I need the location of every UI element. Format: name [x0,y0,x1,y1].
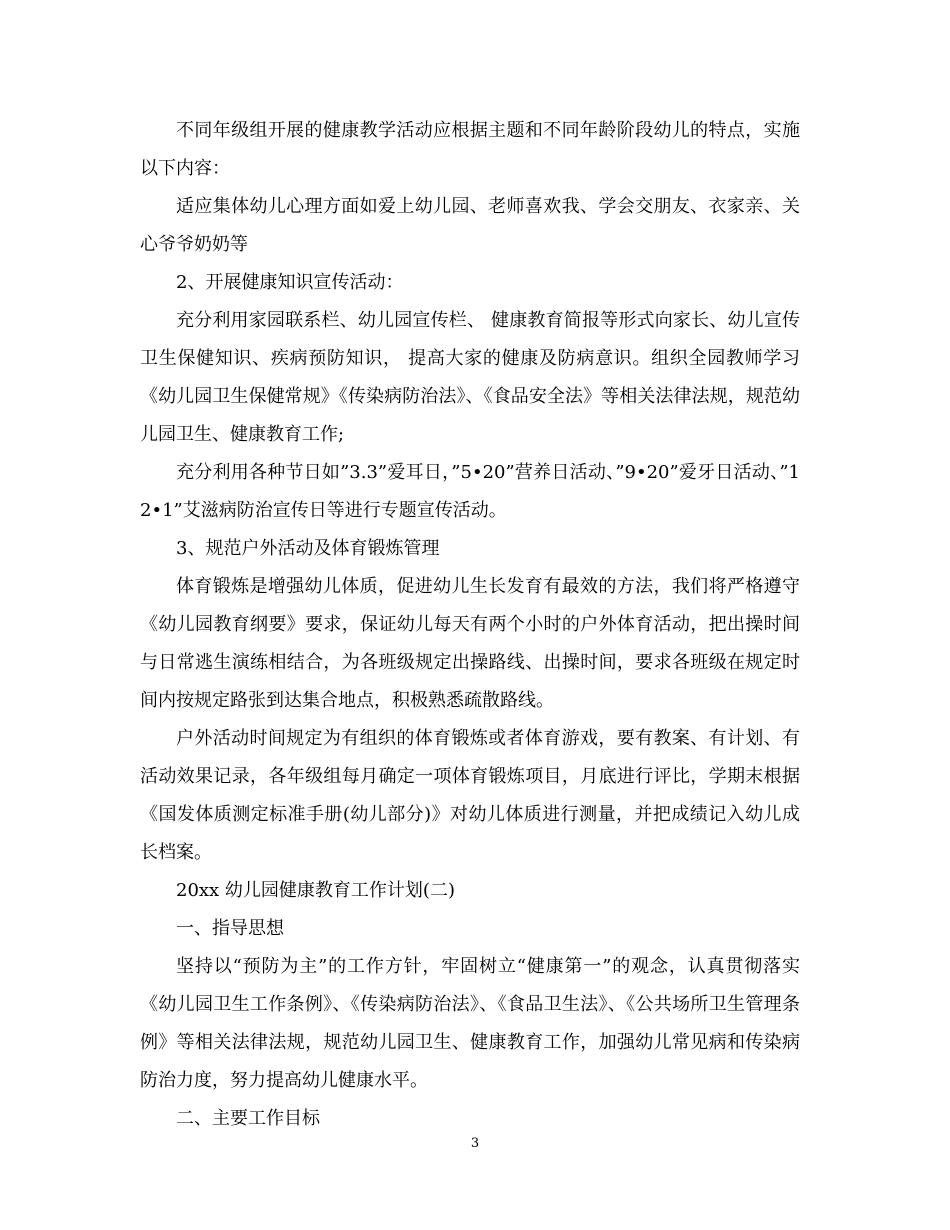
page-number: 3 [470,1136,480,1151]
paragraph-guiding-ideology: 坚持以“预防为主”的工作方针，牢固树立“健康第一”的观念，认真贯彻落实《幼儿园卫生工作条例》、《传染病防治法》、《食品卫生法》、《公共场所卫生管理条例》等相关法律法规，规范幼儿园卫生、健康教育工作，加强幼儿常见病和传染病防治力度，努力提高幼儿健康水平。 [140,956,800,1091]
heading-plan-two: 20xx 幼儿园健康教育工作计划(二) [176,880,455,901]
paragraph-intro: 不同年级组开展的健康教学活动应根据主题和不同年龄阶段幼儿的特点，实施以下内容： [140,120,800,179]
paragraph-festivals: 充分利用各种节日如”3.3”爱耳日，”5•20”营养日活动、”9•20”爱牙日活动、”12•1”艾滋病防治宣传日等进行专题宣传活动。 [140,462,800,521]
heading-health-knowledge: 2、开展健康知识宣传活动： [176,272,404,293]
body-text [140,112,800,1138]
heading-guiding-ideology: 一、指导思想 [176,918,284,939]
paragraph-publicity: 充分利用家园联系栏、幼儿园宣传栏、 健康教育简报等形式向家长、幼儿宣传卫生保健知识、疾病预防知识， 提高大家的健康及防病意识。组织全园教师学习《幼儿园卫生保健常规》《传染病防治法》、《食品安全法》等相关法律法规，规范幼儿园卫生、健康教育工作; [140,310,800,445]
paragraph-adaptation: 适应集体幼儿心理方面如爱上幼儿园、老师喜欢我、学会交朋友、衣家亲、关心爷爷奶奶等 [140,196,800,255]
paragraph-physical-exercise: 体育锻炼是增强幼儿体质，促进幼儿生长发育有最效的方法，我们将严格遵守《幼儿园教育纲要》要求，保证幼儿每天有两个小时的户外体育活动，把出操时间与日常逃生演练相结合，为各班级规定出操路线、出操时间，要求各班级在规定时间内按规定路张到达集合地点，积极熟悉疏散路线。 [140,576,800,711]
heading-main-goals: 二、主要工作目标 [176,1108,320,1129]
paragraph-outdoor-time: 户外活动时间规定为有组织的体育锻炼或者体育游戏，要有教案、有计划、有活动效果记录，各年级组每月确定一项体育锻炼项目，月底进行评比，学期末根据《国发体质测定标准手册(幼儿部分)》对幼儿体质进行测量，并把成绩记入幼儿成长档案。 [140,728,800,863]
heading-outdoor-activity: 3、规范户外活动及体育锻炼管理 [176,538,440,559]
